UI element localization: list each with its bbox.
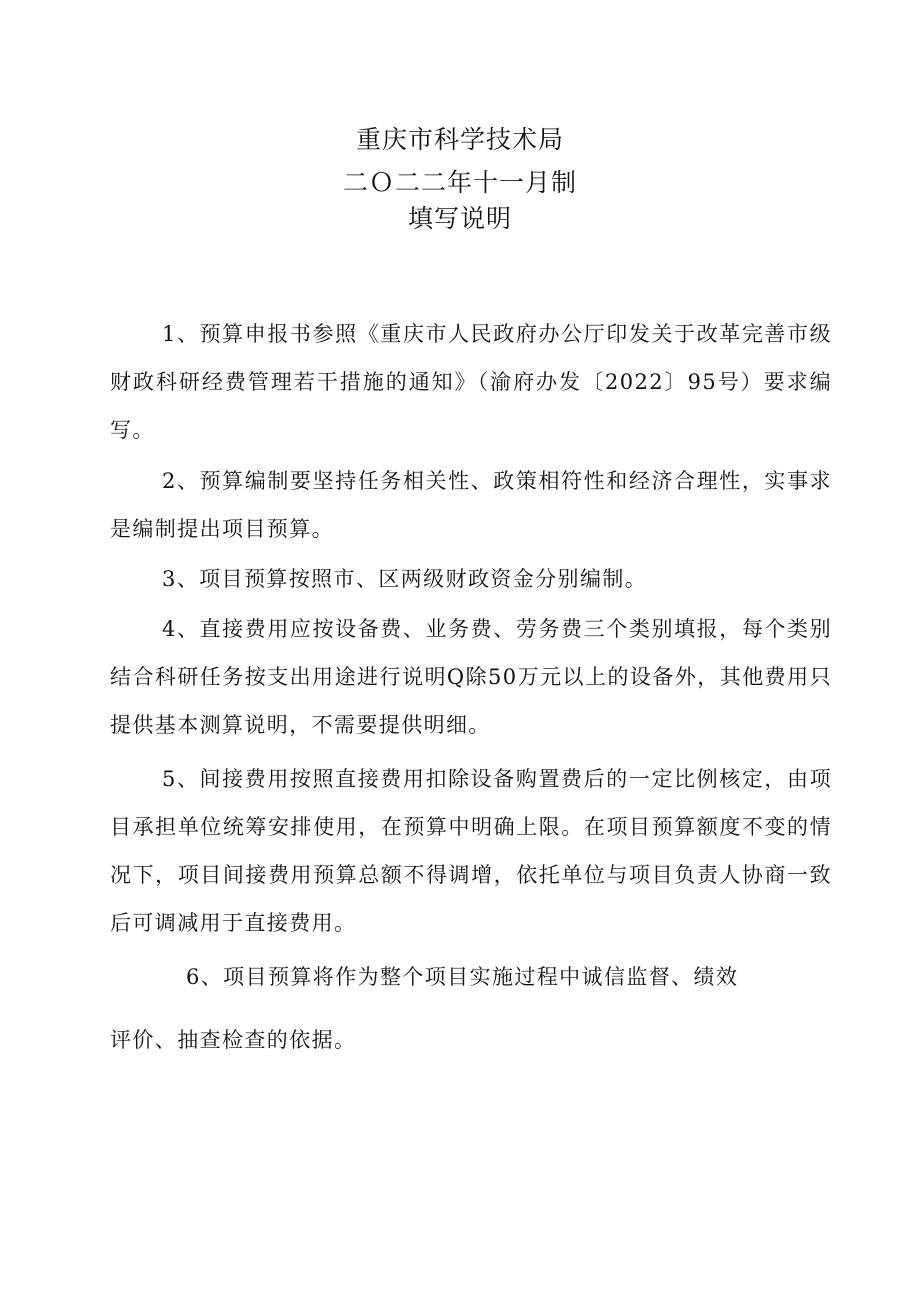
instruction-item-2: 2、预算编制要坚持任务相关性、政策相符性和经济合理性，实事求是编制提出项目预算。 <box>110 469 832 541</box>
document-date: 二Ｏ二二年十一月制 <box>342 168 577 197</box>
instruction-item-4: 4、直接费用应按设备费、业务费、劳务费三个类别填报，每个类别结合科研任务按支出用途进行说明Q除50万元以上的设备外，其他费用只提供基本测算说明，不需要提供明细。 <box>110 617 832 737</box>
instruction-item-1: 1、预算申报书参照《重庆市人民政府办公厅印发关于改革完善市级财政科研经费管理若干措施的通知》（渝府办发〔2022〕95号）要求编写。 <box>110 322 832 442</box>
instruction-item-6-line-1: 6、项目预算将作为整个项目实施过程中诚信监督、绩效 <box>186 965 739 989</box>
instruction-item-3: 3、项目预算按照市、区两级财政资金分别编制。 <box>162 567 648 591</box>
section-title: 填写说明 <box>407 204 512 233</box>
instruction-item-6-line-2: 评价、抽查检查的依据。 <box>110 1028 357 1052</box>
instruction-item-5: 5、间接费用按照直接费用扣除设备购置费后的一定比例核定，由项目承担单位统筹安排使用，在预算中明确上限。在项目预算额度不变的情况下，项目间接费用预算总额不得调增，依托单位与项目负责人协商一致后可调减用于直接费用。 <box>110 767 832 935</box>
organization-title: 重庆市科学技术局 <box>355 125 564 154</box>
